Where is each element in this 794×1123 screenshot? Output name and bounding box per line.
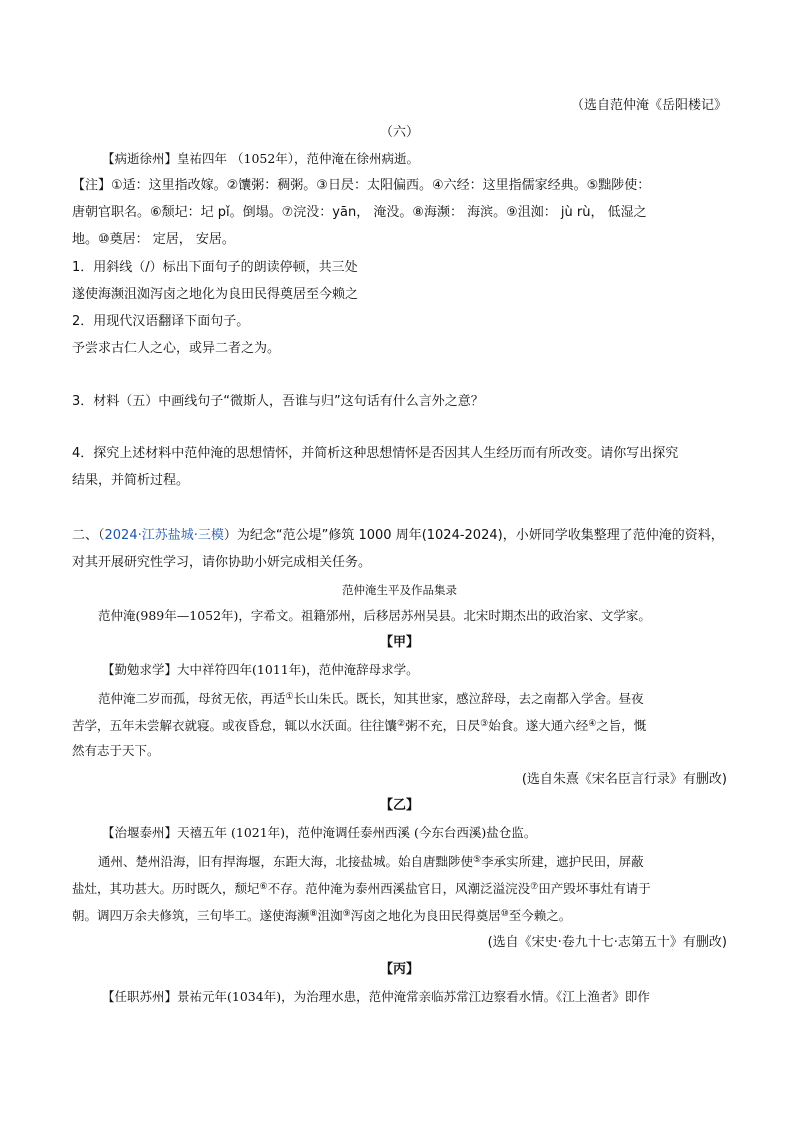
notes-line-1: 【注】①适：这里指改嫁。②馕粥：稠粥。③日昃：太阳偏西。④六经：这里指儒家经典。⑤黜陟使： <box>72 178 651 193</box>
yi-tag: 【治堰泰州】 <box>102 825 178 840</box>
jia-text: 之旨，慨 <box>596 718 647 733</box>
section-label-jia: 【甲】 <box>379 635 419 650</box>
question-1: 1．用斜线（/）标出下面句子的朗读停顿，共三处 <box>72 260 358 275</box>
note-marker: ⑨ <box>342 909 351 919</box>
note-marker: ⑥ <box>259 882 268 892</box>
yi-text: 沮洳 <box>317 908 343 923</box>
collection-title: 范仲淹生平及作品集录 <box>342 583 457 597</box>
jia-text: 粥不充，日昃 <box>405 718 481 733</box>
yi-text: 李承实所建，遮护民田，屏蔽 <box>481 854 644 869</box>
part2-line-1 <box>72 526 727 546</box>
intro-sickness <box>72 149 727 169</box>
part2-source-tag: 2024·江苏盐城·三模 <box>104 528 224 543</box>
bing-tag: 【任职苏州】 <box>102 989 178 1004</box>
note-marker: ⑦ <box>530 882 539 892</box>
question-4-line-2: 结果，并简析过程。 <box>72 473 190 488</box>
note-marker: ④ <box>588 719 597 729</box>
intro-tag: 【病逝徐州】 <box>102 151 178 166</box>
yi-text: 朝。调四万余夫修筑，三旬毕工。遂使海濒 <box>72 908 310 923</box>
bing-tag-text: 景祐元年(1034年)，为治理水患，范仲淹常亲临苏常江边察看水情。《江上渔者》即作 <box>177 989 650 1004</box>
note-marker: ⑩ <box>500 909 509 919</box>
yi-para-line-3 <box>72 904 727 926</box>
jia-para-line-2 <box>72 714 727 736</box>
yi-tag-text: 天禧五年 (1021年)，范仲淹调任泰州西溪 (今东台西溪)盐仓监。 <box>177 825 537 840</box>
yi-para-line-1 <box>72 850 727 872</box>
yi-text: 通州、楚州沿海，旧有捍海堰，东距大海，北接盐城。始自唐黜陟使 <box>98 854 474 869</box>
yi-text: 至今赖之。 <box>508 908 572 923</box>
note-marker: ⑤ <box>473 855 482 865</box>
section-label-bing: 【丙】 <box>379 962 419 977</box>
note-marker: ③ <box>480 719 489 729</box>
note-marker: ② <box>397 719 406 729</box>
jia-tag: 【勤勉求学】 <box>102 662 178 677</box>
yi-text: 田产毁坏事灶有请于 <box>538 881 651 896</box>
jia-intro <box>72 660 727 680</box>
jia-text: 长山朱氏。既长，知其世家，感泣辞母，去之南都入学舍。昼夜 <box>293 691 644 706</box>
question-1-sentence: 遂使海濒沮洳泻卤之地化为良田民得奠居至今赖之 <box>72 287 359 302</box>
yi-para-line-2 <box>72 877 727 899</box>
source-citation-yueyanglouji: （选自范仲淹《岳阳楼记》 <box>570 98 727 113</box>
yi-source: (选自《宋史·卷九十七·志第五十》有删改) <box>487 935 727 950</box>
question-3: 3．材料（五）中画线句子“微斯人，吾谁与归”这句话有什么言外之意？ <box>72 394 484 409</box>
jia-tag-text: 大中祥符四年(1011年)，范仲淹辞母求学。 <box>177 662 419 677</box>
jia-para-line-3: 然有志于天下。 <box>72 743 160 758</box>
notes-line-3: 地。⑩奠居： 定居， 安居。 <box>72 232 235 247</box>
yi-intro <box>72 823 727 843</box>
section-label-yi: 【乙】 <box>379 798 419 813</box>
note-marker: ① <box>285 692 294 702</box>
yi-text: 泻卤之地化为良田民得奠居 <box>350 908 501 923</box>
yi-text: 不存。范仲淹为泰州西溪盐官日，风潮泛溢浣没 <box>267 881 531 896</box>
jia-text: 范仲淹二岁而孤，母贫无依，再适 <box>98 691 286 706</box>
question-2-sentence: 予尝求古仁人之心，或异二者之为。 <box>72 341 281 356</box>
part2-prefix: 二、（ <box>72 528 105 543</box>
jia-para-line-1 <box>72 687 727 709</box>
part2-line1-rest: ）为纪念“范公堤”修筑 1000 周年(1024-2024)，小妍同学收集整理了范仲淹的资料， <box>223 528 724 543</box>
jia-source: (选自朱熹《宋名臣言行录》有删改) <box>521 772 727 787</box>
part2-line-2: 对其开展研究性学习，请你协助小妍完成相关任务。 <box>72 555 372 570</box>
biography: 范仲淹(989年—1052年)，字希文。祖籍邠州，后移居苏州吴县。北宋时期杰出的政治家、文学家。 <box>98 608 651 623</box>
jia-text: 始食。遂大通六经 <box>488 718 589 733</box>
intro-text: 皇祐四年 （1052年），范仲淹在徐州病逝。 <box>177 151 420 166</box>
yi-text: 盐灶，其功甚大。历时既久，颓圮 <box>72 881 260 896</box>
note-marker: ⑧ <box>309 909 318 919</box>
question-4-line-1: 4．探究上述材料中范仲淹的思想情怀，并简析这种思想情怀是否因其人生经历而有所改变。请你写出探究 <box>72 446 679 461</box>
question-2: 2．用现代汉语翻译下面句子。 <box>72 314 250 329</box>
jia-text: 苦学，五年未尝解衣就寝。或夜昏怠，辄以水沃面。往往馕 <box>72 718 398 733</box>
notes-line-2: 唐朝官职名。⑥颓圮：圮 pǐ。倒塌。⑦浣没：yān， 淹没。⑧海濒： 海滨。⑨沮洳： jù rù， 低湿之 <box>72 205 647 220</box>
bing-intro <box>72 987 727 1007</box>
section-heading-six: （六） <box>379 125 419 140</box>
